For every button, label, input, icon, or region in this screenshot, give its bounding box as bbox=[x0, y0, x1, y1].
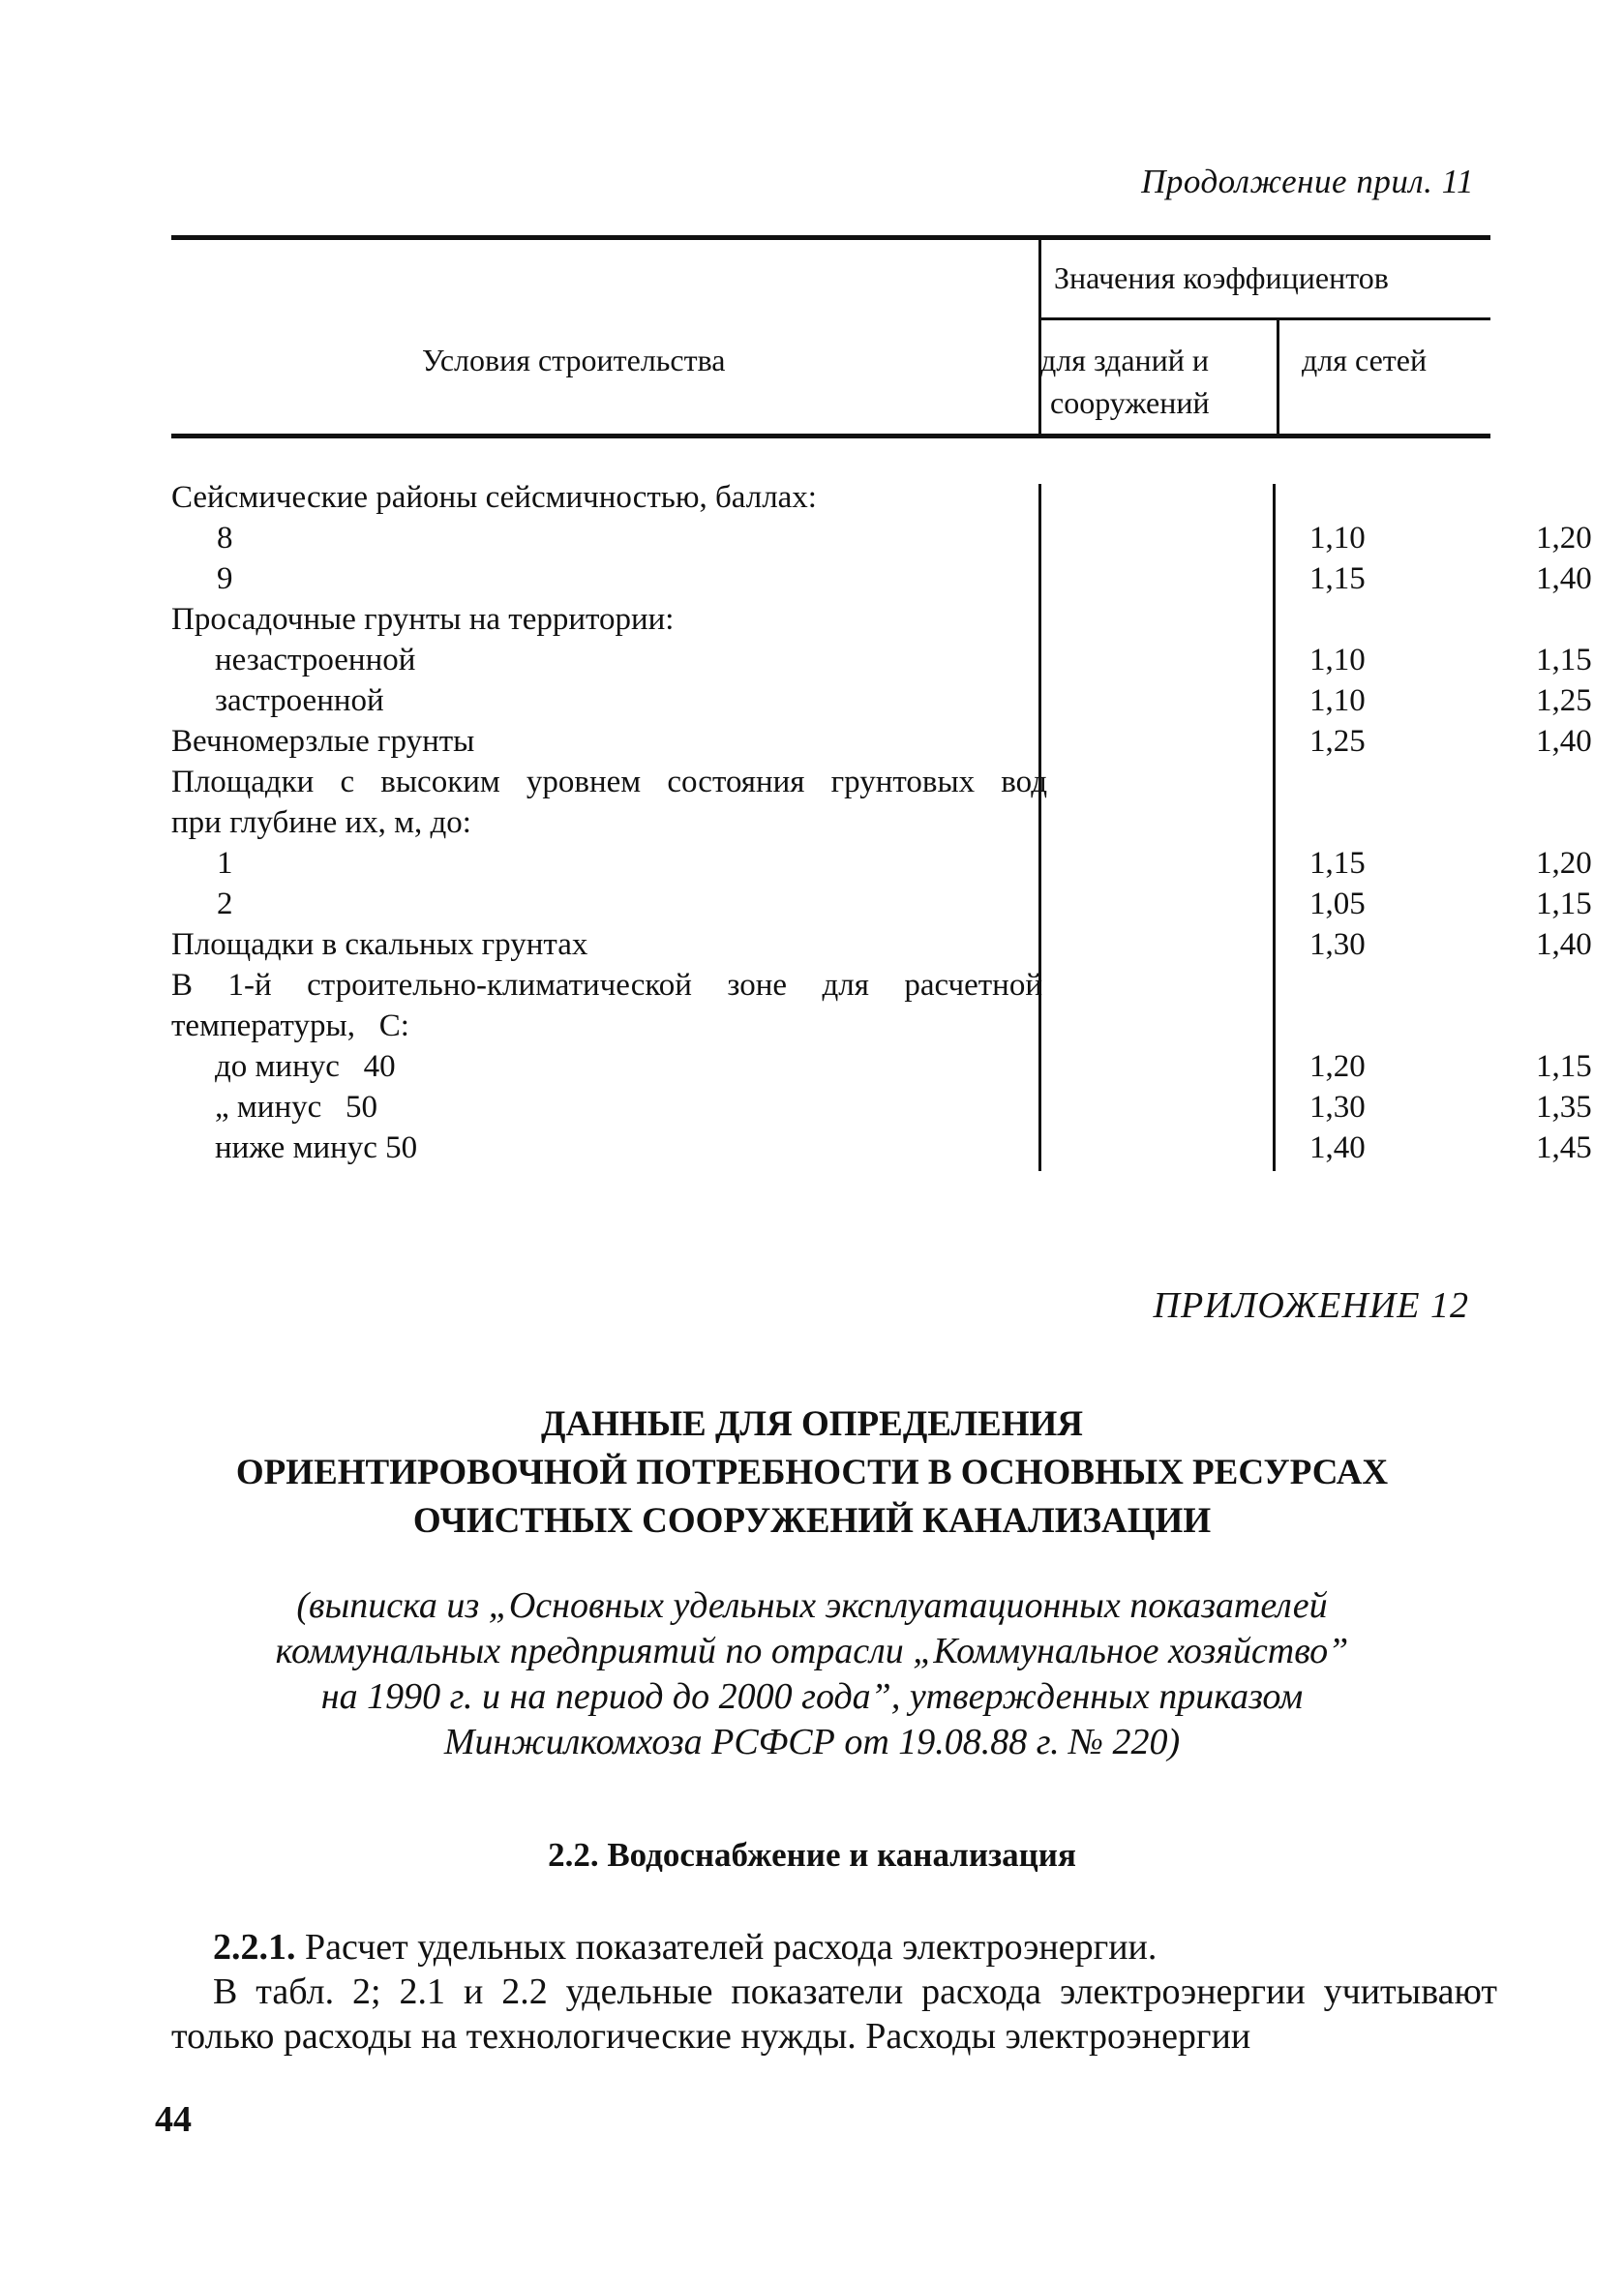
table-row bbox=[171, 802, 1526, 843]
appendix-title-line3: ОЧИСТНЫХ СООРУЖЕНИЙ КАНАЛИЗАЦИИ bbox=[412, 1501, 1212, 1541]
row-label: Вечномерзлые грунты bbox=[171, 724, 475, 759]
table-header-buildings-line2: сооружений bbox=[1050, 385, 1210, 420]
table-header-buildings-line1: для зданий и bbox=[1040, 343, 1210, 377]
table-row bbox=[171, 762, 1526, 802]
table-col-divider-2-header bbox=[1277, 317, 1279, 438]
table-row bbox=[171, 640, 1592, 680]
row-value-networks: 1,35 bbox=[1536, 1090, 1592, 1125]
row-value-buildings: 1,30 bbox=[1309, 1090, 1366, 1125]
appendix-label: ПРИЛОЖЕНИЕ 12 bbox=[1153, 1285, 1469, 1326]
source-note-line2: коммунальных предприятий по отрасли „Коммунальное хозяйство” bbox=[275, 1631, 1349, 1671]
row-value-networks: 1,15 bbox=[1536, 643, 1592, 677]
table-row bbox=[171, 1087, 1592, 1128]
row-label: незастроенной bbox=[215, 643, 416, 677]
appendix-title-line2: ОРИЕНТИРОВОЧНОЙ ПОТРЕБНОСТИ В ОСНОВНЫХ РЕСУРСАХ bbox=[235, 1453, 1389, 1492]
row-label: Просадочные грунты на территории: bbox=[171, 602, 675, 637]
source-note-line4: Минжилкомхоза РСФСР от 19.08.88 г. № 220) bbox=[443, 1722, 1181, 1762]
row-value-networks: 1,15 bbox=[1536, 1049, 1592, 1084]
row-label: Площадки в скальных грунтах bbox=[171, 927, 588, 962]
row-value-buildings: 1,20 bbox=[1309, 1049, 1366, 1084]
table-row bbox=[171, 843, 1592, 884]
row-label: Площадки с высоким уровнем состояния грунтовых вод bbox=[171, 765, 1047, 799]
row-value-networks: 1,40 bbox=[1536, 927, 1592, 962]
table-row bbox=[171, 599, 1526, 640]
table-row bbox=[171, 1006, 1526, 1046]
row-value-networks: 1,15 bbox=[1536, 887, 1592, 921]
table-row bbox=[171, 924, 1592, 965]
row-label: до минус 40 bbox=[215, 1049, 396, 1084]
appendix-source-note bbox=[0, 1583, 1624, 1765]
appendix-title-line1: ДАННЫЕ ДЛЯ ОПРЕДЕЛЕНИЯ bbox=[540, 1404, 1083, 1444]
table-header-bottom-rule bbox=[171, 434, 1490, 438]
row-label: 1 bbox=[217, 846, 233, 881]
row-label: Сейсмические районы сейсмичностью, баллах: bbox=[171, 480, 817, 515]
row-label: 9 bbox=[217, 561, 233, 596]
table-row bbox=[171, 884, 1592, 924]
row-label: ниже минус 50 bbox=[215, 1130, 418, 1165]
row-value-networks: 1,40 bbox=[1536, 561, 1592, 596]
paragraph-1-number: 2.2.1. bbox=[213, 1927, 296, 1968]
section-heading: 2.2. Водоснабжение и канализация bbox=[548, 1836, 1076, 1874]
row-label: 2 bbox=[217, 887, 233, 921]
row-label: при глубине их, м, до: bbox=[171, 805, 471, 840]
row-value-buildings: 1,10 bbox=[1309, 521, 1366, 556]
table-top-rule bbox=[171, 235, 1490, 240]
row-value-buildings: 1,10 bbox=[1309, 643, 1366, 677]
row-label: „ минус 50 bbox=[215, 1090, 377, 1125]
row-value-networks: 1,20 bbox=[1536, 521, 1592, 556]
paragraph-1 bbox=[171, 1925, 1497, 1970]
table-row bbox=[171, 965, 1526, 1006]
row-value-buildings: 1,10 bbox=[1309, 683, 1366, 718]
row-value-buildings: 1,15 bbox=[1309, 561, 1366, 596]
table-row bbox=[171, 680, 1592, 721]
row-label: застроенной bbox=[215, 683, 384, 718]
row-value-networks: 1,25 bbox=[1536, 683, 1592, 718]
page-number: 44 bbox=[155, 2099, 192, 2140]
table-row bbox=[171, 721, 1592, 762]
table-header-buildings bbox=[1040, 339, 1273, 424]
body-text bbox=[171, 1925, 1497, 2059]
row-label: В 1-й строительно-климатической зоне для расчетной bbox=[171, 968, 1042, 1003]
table-row bbox=[171, 558, 1592, 599]
row-value-buildings: 1,05 bbox=[1309, 887, 1366, 921]
table-row bbox=[171, 1128, 1592, 1168]
table-header-networks: для сетей bbox=[1302, 343, 1428, 377]
table-row bbox=[171, 477, 1526, 518]
row-value-networks: 1,20 bbox=[1536, 846, 1592, 881]
paragraph-2: В табл. 2; 2.1 и 2.2 удельные показатели расхода электроэнергии учитывают только расходы на технологические нужды. Расходы электроэнергии bbox=[171, 1971, 1497, 2057]
source-note-line1: (выписка из „Основных удельных эксплуатационных показателей bbox=[296, 1585, 1328, 1626]
row-label: 8 bbox=[217, 521, 233, 556]
row-value-buildings: 1,25 bbox=[1309, 724, 1366, 759]
row-value-buildings: 1,15 bbox=[1309, 846, 1366, 881]
row-value-networks: 1,45 bbox=[1536, 1130, 1592, 1165]
table-header-values-group: Значения коэффициентов bbox=[1054, 260, 1389, 295]
table-row bbox=[171, 1046, 1592, 1087]
continuation-note: Продолжение прил. 11 bbox=[1141, 163, 1474, 200]
row-value-networks: 1,40 bbox=[1536, 724, 1592, 759]
table-row bbox=[171, 518, 1592, 558]
table-subheader-rule bbox=[1038, 317, 1490, 320]
row-value-buildings: 1,30 bbox=[1309, 927, 1366, 962]
row-value-buildings: 1,40 bbox=[1309, 1130, 1366, 1165]
row-label: температуры, С: bbox=[171, 1008, 409, 1043]
appendix-title bbox=[0, 1400, 1624, 1546]
table-header-conditions: Условия строительства bbox=[422, 343, 726, 377]
source-note-line3: на 1990 г. и на период до 2000 года”, утвержденных приказом bbox=[320, 1676, 1304, 1717]
paragraph-1-text: Расчет удельных показателей расхода электроэнергии. bbox=[295, 1927, 1158, 1968]
